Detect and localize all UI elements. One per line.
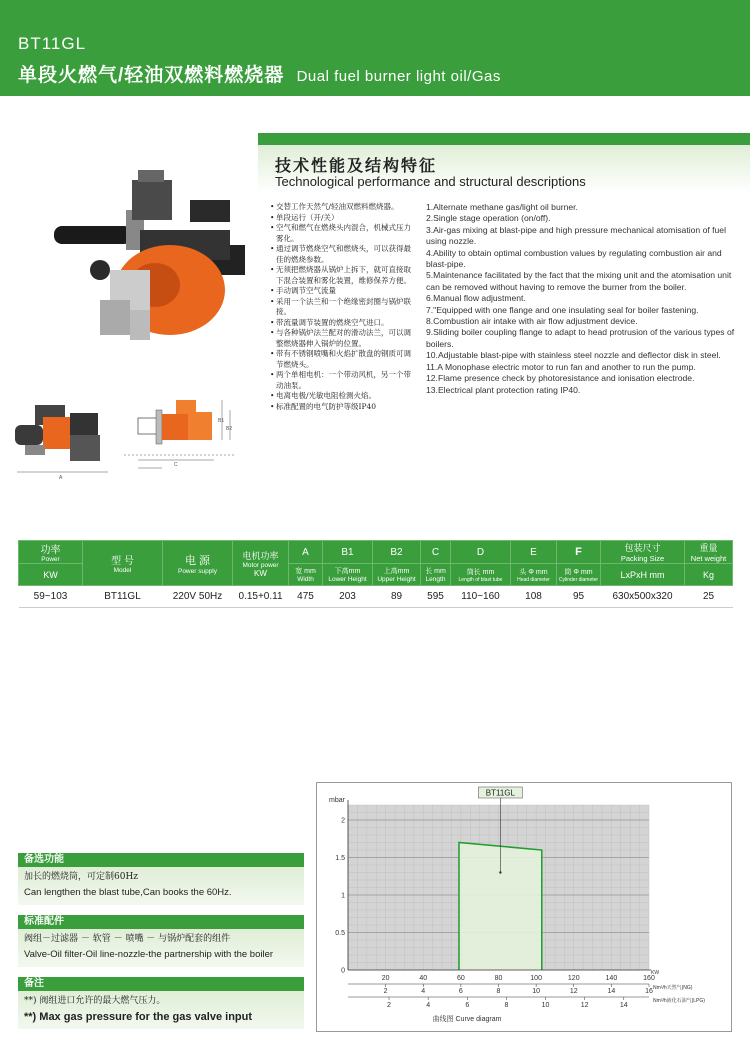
x-tick-ng: 8 [496,988,501,995]
th-a-en: Width [297,576,314,583]
cell-weight: 25 [685,586,733,608]
dimension-a-line [15,468,110,480]
th-f: F [557,541,601,564]
feature-en: 4.Ability to obtain optimal combustion values by regulating combustion air and blast-pipe. [426,247,722,270]
th-c-sub [421,564,451,586]
th-pack [601,541,685,564]
th-supply [163,541,233,586]
th-e: E [511,541,557,564]
th-supply-cn: 电 源 [184,554,211,567]
cell-b2: 89 [373,586,421,608]
th-a-sub [289,564,323,586]
th-b1-cn: 下高mm [334,568,361,575]
dim-label-b2: B2 [226,426,233,432]
th-f-cn: 筒 Φ mm [564,568,593,576]
series-label: BT11GL [485,788,515,798]
x-tick-ng: 2 [383,988,388,995]
th-c-cn: 长 mm [425,568,446,575]
feature-cn: • 通过调节燃烧空气和燃烧头，可以获得最佳的燃烧参数。 [270,244,412,265]
dim-label-b1: B1 [218,418,225,424]
chart-caption: 曲线图 Curve diagram [432,1016,502,1023]
th-weight-cn: 重量 [699,543,718,553]
cell-a: 475 [289,586,323,608]
x-axis-label-ng: Nm³/h天然气(NG) [653,985,693,991]
x-tick-kw: 120 [567,975,580,982]
feature-cn: • 与各种锅炉法兰配对的滑动法兰，可以调整燃烧器伸入锅炉的位置。 [270,328,412,349]
section-title-cn: 技术性能及结构特征 [275,158,438,175]
burner-photo [40,160,260,350]
feature-cn: • 手动调节空气流量 [270,286,412,297]
title-en: Dual fuel burner light oil/Gas [296,68,501,85]
th-e-en: Head diameter [517,576,550,583]
feature-cn: • 带流量调节装置的燃烧空气进口。 [270,318,412,329]
options-title: 备选功能 [18,853,304,867]
options-line-cn: 加长的燃烧筒，可定制60Hz [24,872,139,882]
cell-supply: 220V 50Hz [163,586,233,608]
th-model-en: Model [113,567,132,574]
th-e-cn: 头 Φ mm [519,568,548,576]
cell-power: 59~103 [19,586,83,608]
th-a-cn: 宽 mm [295,568,316,575]
y-axis-label: mbar [329,797,345,804]
x-tick-kw: 40 [419,975,428,982]
feature-en: 9.Sliding boiler coupling flange to adapt to head protrusion of the various types of boilers. [426,327,735,349]
cell-f: 95 [557,586,601,608]
feature-en: 13.Electrical plant protection rating IP40. [426,384,581,395]
options-line-en: Can lengthen the blast tube,Can books the 60Hz. [24,887,232,898]
th-motor-cn: 电机功率 [242,550,279,561]
th-b1: B1 [323,541,373,564]
y-tick-label: 0 [341,967,345,975]
th-d-cn: 筒长 mm [466,568,495,576]
x-tick-ng: 10 [532,988,541,995]
x-tick-lpg: 4 [426,1002,431,1009]
x-axis-label-lpg: Nm³/h液化石油气(LPG) [653,998,705,1004]
th-b2: B2 [373,541,421,564]
feature-en: 1.Alternate methane gas/light oil burner. [426,202,578,212]
th-model [83,541,163,586]
notes-title: 备注 [18,977,304,991]
curve-diagram-frame [316,782,732,1032]
x-tick-kw: 100 [530,975,542,982]
feature-en: 11.A Monophase electric motor to run fan and another to run the pump. [426,361,696,372]
x-tick-kw: 140 [605,975,618,982]
notes-body [18,991,304,1029]
feature-en: 8.Combustion air intake with air flow adjustment device. [426,316,638,327]
th-weight [685,541,733,564]
cell-e: 108 [511,586,557,608]
feature-cn: • 无须把燃烧器从锅炉上拆下，就可直接取下混合装置和雾化装置，维修保养方便。 [270,265,412,286]
y-tick-label: 0.5 [335,930,345,937]
th-motor [233,541,289,586]
x-tick-lpg: 12 [580,1002,589,1009]
x-axis-label-kw: KW [651,970,660,976]
cell-model: BT11GL [83,586,163,608]
x-tick-lpg: 6 [465,1002,470,1009]
th-power [19,541,83,564]
notes-line-cn: **) 阀组进口允许的最大燃气压力。 [24,996,166,1006]
burner-side-photo [15,395,110,470]
th-pack-cn: 包装尺寸 [624,543,661,553]
th-d-sub [451,564,511,586]
model-title: BT11GL [18,34,87,53]
th-model-cn: 型 号 [111,556,134,567]
th-b2-cn: 上高mm [383,568,410,575]
th-d-en: Length of blast tube [458,576,503,583]
section-title-en: Technological performance and structural descriptions [275,174,586,189]
options-body [18,867,304,905]
th-d: D [451,541,511,564]
th-power-en: Power [41,556,60,563]
th-e-sub [511,564,557,586]
dim-label-a: A [59,475,63,480]
dimension-drawing [118,390,243,475]
cell-motor: 0.15+0.11 [233,586,289,608]
features-en-list [426,202,741,396]
series-label-dot [499,871,501,873]
x-tick-lpg: 8 [504,1002,509,1009]
x-tick-ng: 12 [569,988,578,995]
feature-cn: • 标准配置的电气防护等级IP40 [270,402,412,413]
x-tick-kw: 20 [381,975,390,982]
notes-line-en: **) Max gas pressure for the gas valve input [24,1011,253,1023]
dim-label-c: C [174,462,178,468]
x-tick-kw: 60 [456,975,465,982]
th-motor-en: Motor power [242,561,279,569]
th-power-cn: 功率 [40,545,61,556]
th-f-sub [557,564,601,586]
feature-en: 12.Flame presence check by photoresistance and ionisation electrode. [426,373,695,384]
table-row [19,586,733,608]
x-tick-kw: 160 [643,975,655,982]
standard-title: 标准配件 [18,915,304,929]
standard-body [18,929,304,967]
x-tick-lpg: 10 [541,1002,550,1009]
th-pack-en: Packing Size [620,554,665,563]
feature-cn: • 电离电极/光敏电阻检测火焰。 [270,391,412,402]
x-tick-ng: 6 [458,988,463,995]
th-weight-unit: Kg [685,564,733,586]
y-tick-label: 1 [341,892,345,900]
th-f-en: Cylinder diameter [558,576,599,583]
standard-line-en: Valve-Oil filter-Oil line-nozzle-the partnership with the boiler [24,949,274,960]
feature-en: 5.Maintenance facilitated by the fact that the mixing unit and the atomisation unit can be removed without having to remove the burner from the boiler. [426,270,732,292]
th-b1-en: Lower Height [328,576,367,583]
title-cn: 单段火燃气/轻油双燃料燃烧器 [18,65,285,86]
cell-c: 595 [421,586,451,608]
feature-cn: • 空气和燃气在燃烧头内混合，机械式压力雾化。 [270,223,412,244]
th-supply-en: Power supply [177,567,218,575]
feature-en: 2.Single stage operation (on/off). [426,213,551,224]
th-weight-en: Net weight [690,554,727,563]
th-c-en: Length [425,576,446,583]
y-tick-label: 2 [341,817,345,825]
th-power-unit: KW [19,564,83,586]
x-tick-lpg: 2 [387,1002,391,1009]
curve-diagram [317,783,731,1031]
page-title [18,60,501,87]
th-a: A [289,541,323,564]
feature-cn: • 带有不锈钢喷嘴和火焰扩散盘的钢质可调节燃烧头。 [270,349,412,370]
th-c: C [421,541,451,564]
feature-cn: • 两个单相电机：一个带动风机，另一个带动油泵。 [270,370,412,391]
info-panels [18,853,304,1039]
cell-d: 110~160 [451,586,511,608]
y-tick-label: 1.5 [335,855,345,862]
x-tick-ng: 4 [421,988,426,995]
th-b1-sub [323,564,373,586]
x-tick-ng: 16 [645,988,653,995]
cell-b1: 203 [323,586,373,608]
th-pack-unit: LxPxH mm [601,564,685,586]
feature-cn: • 单段运行（开/关） [270,213,412,224]
feature-cn: • 交替工作天然气/轻油双燃料燃烧器。 [270,202,412,213]
th-b2-sub [373,564,421,586]
x-tick-kw: 80 [494,975,503,982]
th-b2-en: Upper Height [377,576,416,583]
page-header [0,0,750,96]
cell-pack: 630x500x320 [601,586,685,608]
feature-cn: • 采用一个法兰和一个绝缘密封圈与锅炉联接。 [270,297,412,318]
standard-line-cn: 阀组－过滤器 － 软管 － 喷嘴 － 与锅炉配套的组件 [24,934,231,944]
x-tick-ng: 14 [607,988,616,995]
section-band [258,133,750,145]
feature-en: 7."Equipped with one flange and one insulating seal for boiler fastening. [426,304,699,315]
feature-en: 3.Air-gas mixing at blast-pipe and high pressure mechanical atomisation of fuel using nozzle. [426,224,726,247]
th-motor-unit: KW [254,568,267,578]
spec-table [18,540,732,608]
feature-en: 6.Manual flow adjustment. [426,293,526,304]
features-cn-list [270,202,412,412]
feature-en: 10.Adjustable blast-pipe with stainless steel nozzle and deflector disk in steel. [426,350,721,361]
x-tick-lpg: 14 [619,1002,628,1009]
